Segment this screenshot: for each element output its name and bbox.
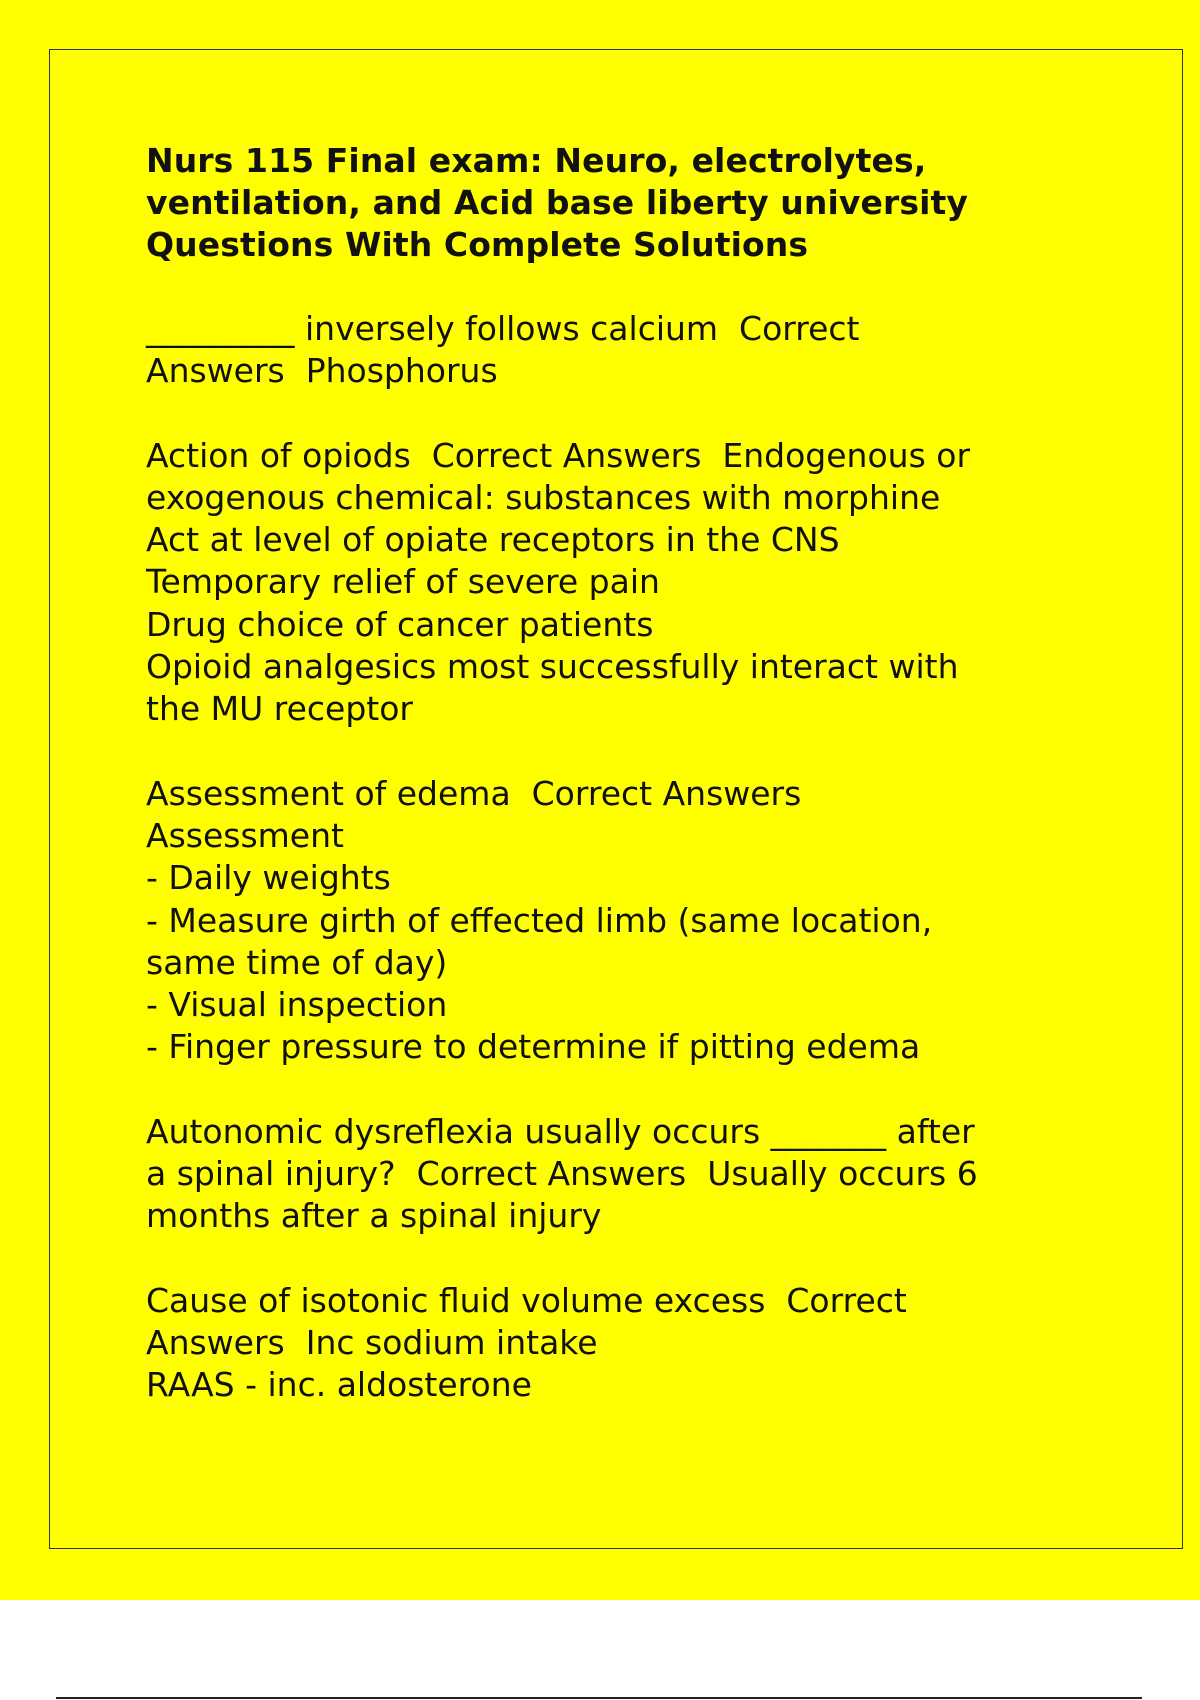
qa-line: - Visual inspection bbox=[146, 985, 448, 1025]
qa-item-fluid-volume-excess bbox=[146, 1280, 1106, 1407]
qa-line: Answers Phosphorus bbox=[146, 351, 498, 391]
qa-line: Autonomic dysreflexia usually occurs _______ after bbox=[146, 1111, 975, 1151]
qa-line: Temporary relief of severe pain bbox=[146, 562, 660, 602]
bottom-divider bbox=[56, 1697, 1142, 1699]
document-title bbox=[146, 140, 1106, 266]
qa-line: - Daily weights bbox=[146, 858, 391, 898]
qa-item-autonomic-dysreflexia bbox=[146, 1111, 1106, 1238]
title-line: Nurs 115 Final exam: Neuro, electrolytes, bbox=[146, 141, 927, 180]
qa-line: RAAS - inc. aldosterone bbox=[146, 1365, 532, 1405]
qa-item-opioids bbox=[146, 435, 1106, 731]
qa-line: - Finger pressure to determine if pitting edema bbox=[146, 1027, 921, 1067]
qa-line: Assessment of edema Correct Answers bbox=[146, 773, 802, 813]
qa-line: a spinal injury? Correct Answers Usually occurs 6 bbox=[146, 1154, 978, 1194]
title-line: ventilation, and Acid base liberty university bbox=[146, 183, 969, 222]
document-content bbox=[146, 140, 1106, 1407]
qa-line: _________ inversely follows calcium Correct bbox=[146, 309, 860, 348]
qa-line: Drug choice of cancer patients bbox=[146, 604, 654, 644]
qa-line: exogenous chemical: substances with morphine bbox=[146, 477, 941, 517]
qa-line: months after a spinal injury bbox=[146, 1196, 602, 1236]
qa-line: Cause of isotonic fluid volume excess Correct bbox=[146, 1280, 907, 1320]
qa-line: Assessment bbox=[146, 815, 344, 855]
qa-line: Answers Inc sodium intake bbox=[146, 1322, 598, 1362]
qa-item-phosphorus bbox=[146, 308, 1106, 393]
qa-line: Action of opiods Correct Answers Endogenous or bbox=[146, 435, 971, 475]
title-line: Questions With Complete Solutions bbox=[146, 225, 809, 264]
qa-line: same time of day) bbox=[146, 942, 448, 982]
qa-line: - Measure girth of effected limb (same location, bbox=[146, 900, 933, 940]
qa-line: Opioid analgesics most successfully interact with bbox=[146, 647, 959, 687]
qa-line: Act at level of opiate receptors in the CNS bbox=[146, 520, 840, 560]
qa-line: the MU receptor bbox=[146, 689, 413, 729]
qa-item-edema bbox=[146, 773, 1106, 1069]
